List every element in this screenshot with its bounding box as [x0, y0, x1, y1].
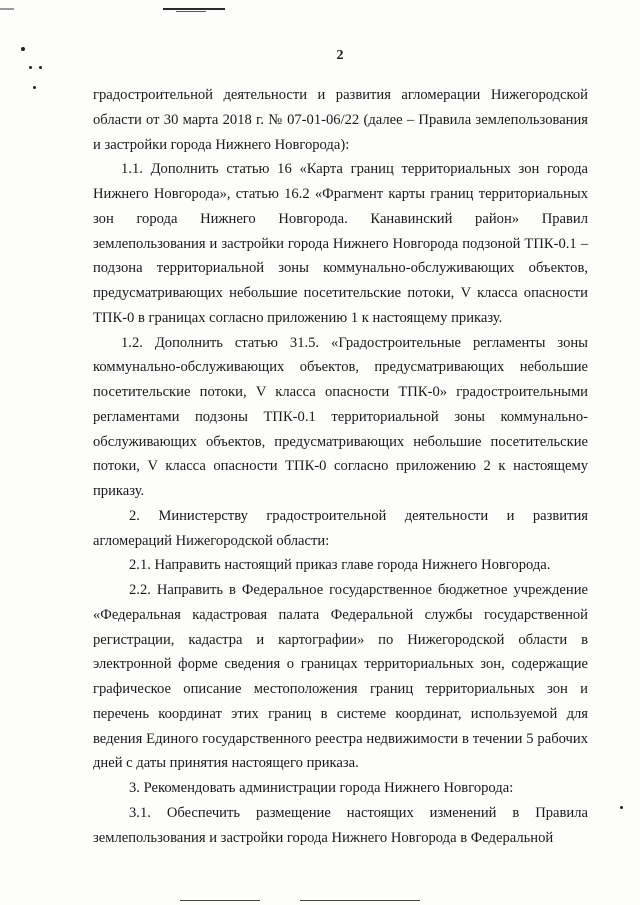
paragraph-2: 2. Министерству градостроительной деятельности и развития агломераций Нижегородской области:	[93, 507, 588, 549]
paragraph-intro-continuation: градостроительной деятельности и развития агломерации Нижегородской области от 30 марта 2018 г. № 07-01-06/22 (далее – Правила землепользования и застройки города Нижнего Новгорода):	[93, 87, 588, 153]
document-body	[93, 83, 588, 850]
scan-artifact-top-line-shadow	[176, 11, 206, 12]
scan-artifact-corner	[0, 8, 14, 10]
paragraph-3-1: 3.1. Обеспечить размещение настоящих изменений в Правила землепользования и застройки города Нижнего Новгорода в Федеральной	[93, 804, 588, 846]
scan-artifact-dot	[620, 806, 623, 809]
page-number: 2	[336, 48, 344, 63]
paragraph-2-1: 2.1. Направить настоящий приказ главе города Нижнего Новгорода.	[129, 557, 551, 574]
scan-artifact-bottom-line	[180, 900, 260, 901]
scan-artifact-bottom-line	[300, 900, 420, 901]
scan-artifact-dot	[29, 66, 32, 69]
scan-artifact-dot	[39, 66, 42, 69]
paragraph-1-1: 1.1. Дополнить статью 16 «Карта границ территориальных зон города Нижнего Новгорода», статью 16.2 «Фрагмент карты границ территориальных зон города Нижнего Новгорода. Канавинский район» Правил землепользования и застройки города Нижнего Новгорода подзоной ТПК-0.1 – подзона территориальной зоны коммунально-обслуживающих объектов, предусматривающих небольшие посетительские потоки, V класса опасности ТПК-0 в границах согласно приложению 1 к настоящему приказу.	[93, 161, 588, 326]
scan-artifact-top-line	[163, 8, 225, 10]
paragraph-1-2: 1.2. Дополнить статью 31.5. «Градостроительные регламенты зоны коммунально-обслуживающих объектов, предусматривающих небольшие посетительские потоки, V класса опасности ТПК-0» градостроительными регламентами подзоны ТПК-0.1 территориальной зоны коммунально-обслуживающих объектов, предусматривающих небольшие посетительские потоки, V класса опасности ТПК-0 согласно приложению 2 к настоящему приказу.	[93, 334, 588, 499]
paragraph-3: 3. Рекомендовать администрации города Нижнего Новгорода:	[129, 780, 514, 796]
paragraph-2-2: 2.2. Направить в Федеральное государственное бюджетное учреждение «Федеральная кадастровая палата Федеральной службы государственной регистрации, кадастра и картографии» по Нижегородской области в электронной форме сведения о границах территориальных зон, содержащие графическое описание местоположения границ территориальных зон и перечень координат этих границ в системе координат, используемой для ведения Единого государственного реестра недвижимости в течении 5 рабочих дней с даты принятия настоящего приказа.	[93, 582, 588, 772]
scan-artifact-dot	[33, 86, 36, 89]
